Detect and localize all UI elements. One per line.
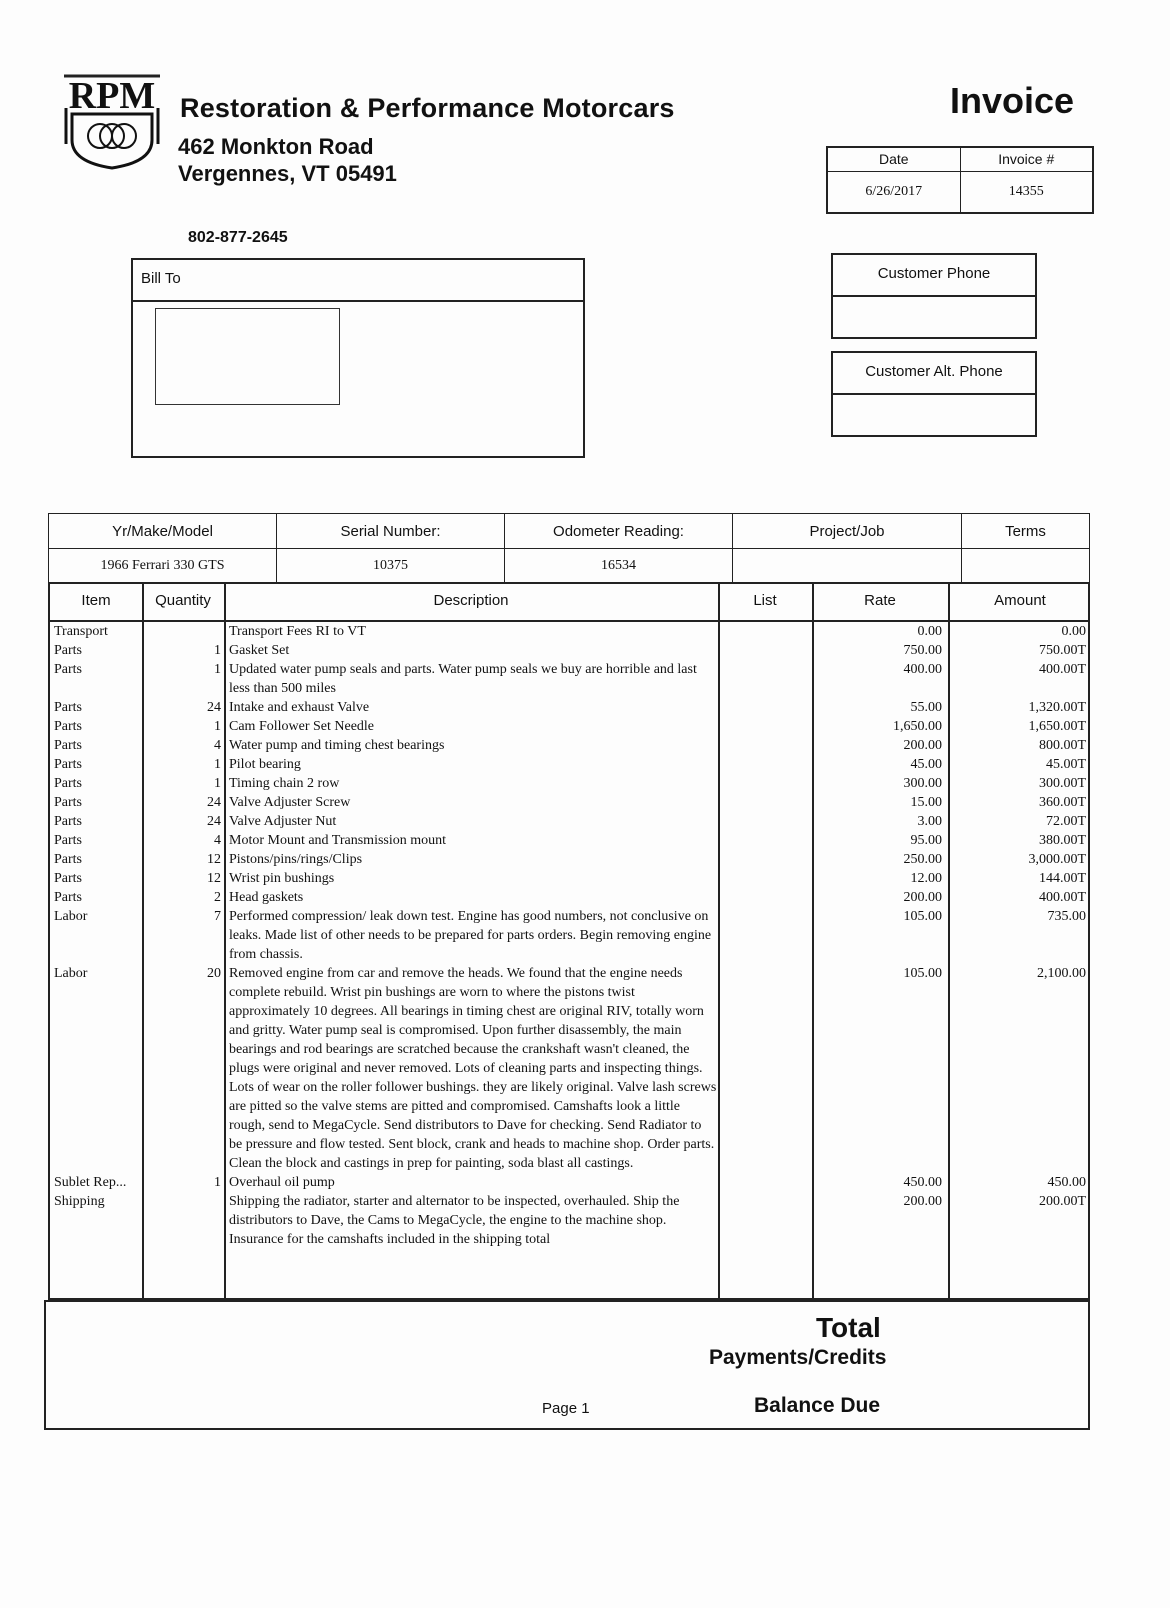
item-quantity: 1 (214, 757, 221, 772)
item-description: Wrist pin bushings (229, 871, 335, 886)
item-amount: 1,320.00T (1028, 700, 1086, 715)
invoice-number: 14355 (960, 171, 1093, 213)
item-type: Labor (54, 909, 88, 924)
customer-phone-label: Customer Phone (833, 255, 1035, 297)
item-type: Parts (54, 719, 82, 734)
table-row (50, 622, 1092, 641)
item-rate: 400.00 (903, 662, 942, 677)
table-row (50, 812, 1092, 831)
item-rate: 95.00 (910, 833, 942, 848)
item-quantity: 1 (214, 719, 221, 734)
item-type: Parts (54, 757, 82, 772)
date-invoice-table (826, 146, 1094, 214)
item-quantity: 1 (214, 1175, 221, 1190)
item-description: Valve Adjuster Nut (229, 814, 337, 829)
item-amount: 360.00T (1038, 795, 1086, 810)
vehicle-odometer: 16534 (505, 549, 733, 584)
column-header-item: Item (81, 592, 111, 609)
vehicle-serial: 10375 (277, 549, 505, 584)
item-quantity: 1 (214, 662, 221, 677)
item-rate: 200.00 (903, 890, 942, 905)
table-row (50, 736, 1092, 755)
item-description: Overhaul oil pump (229, 1175, 335, 1190)
customer-phone-value (833, 297, 1035, 337)
table-row (50, 831, 1092, 850)
item-rate: 12.00 (910, 871, 942, 886)
table-row (50, 1192, 1092, 1249)
table-row (50, 1173, 1092, 1192)
item-quantity: 1 (214, 643, 221, 658)
item-description: Pistons/pins/rings/Clips (229, 852, 363, 867)
item-description: Gasket Set (229, 643, 290, 658)
item-type: Parts (54, 871, 82, 886)
item-description: Timing chain 2 row (229, 776, 340, 791)
table-row (50, 850, 1092, 869)
item-type: Parts (54, 738, 82, 753)
vehicle-header-model: Yr/Make/Model (49, 514, 277, 549)
item-quantity (142, 1192, 224, 1249)
document-title: Invoice (950, 80, 1075, 121)
item-type: Labor (54, 966, 88, 981)
vehicle-header-odometer: Odometer Reading: (505, 514, 733, 549)
item-type: Parts (54, 662, 82, 677)
table-row (50, 641, 1092, 660)
items-table (48, 582, 1090, 1300)
payments-credits-label: Payments/Credits (709, 1346, 887, 1369)
table-row (50, 660, 1092, 698)
table-row (50, 964, 1092, 1173)
item-rate: 250.00 (903, 852, 942, 867)
item-quantity: 1 (214, 776, 221, 791)
bill-to-label: Bill To (133, 260, 583, 302)
item-description: Head gaskets (229, 890, 304, 905)
invoice-date: 6/26/2017 (827, 171, 960, 213)
item-rate: 105.00 (903, 966, 942, 981)
date-label: Date (827, 147, 960, 171)
table-row (50, 869, 1092, 888)
item-quantity: 4 (214, 738, 221, 753)
bill-to-box (131, 258, 585, 458)
column-header-amount: Amount (994, 592, 1046, 609)
item-amount: 200.00T (1038, 1194, 1086, 1209)
item-quantity: 24 (207, 795, 221, 810)
item-quantity: 24 (207, 700, 221, 715)
item-amount: 45.00T (1045, 757, 1086, 772)
item-rate: 200.00 (903, 738, 942, 753)
address-line-1: 462 Monkton Road (178, 134, 374, 159)
table-row (50, 907, 1092, 964)
item-type: Parts (54, 700, 82, 715)
item-amount: 3,000.00T (1028, 852, 1086, 867)
customer-alt-phone-label: Customer Alt. Phone (833, 353, 1035, 395)
item-rate: 105.00 (903, 909, 942, 924)
item-quantity: 7 (214, 909, 221, 924)
item-type: Parts (54, 814, 82, 829)
item-rate: 1,650.00 (893, 719, 942, 734)
table-row (50, 698, 1092, 717)
bill-to-address-area (155, 308, 340, 405)
item-type: Sublet Rep... (54, 1175, 127, 1190)
item-rate: 450.00 (903, 1175, 942, 1190)
item-amount: 144.00T (1038, 871, 1086, 886)
item-type: Shipping (54, 1194, 105, 1209)
item-description: Removed engine from car and remove the heads. We found that the engine needs complete rebuild. Wrist pin bushings are worn to where the pistons twist approximately 10 degrees. All bearings in timing chest are original RIV, totally worn and gritty. Water pump seal is compromised. Upon further disassembly, the main bearings and rod bearings are scratched because the crankshaft wasn't cleaned, the plugs were original and never removed. Lots of cleaning parts and inspecting things. Lots of wear on the roller follower bushings. they are likely original. Valve lash screws are pitted so the valve stems are pitted and compromised. Camshafts look a little rough, send to MegaCycle. Send distributors to Dave for checking. Send Radiator to be pressure and flow tested. Sent block, crank and heads to machine shop. Order parts. Clean the block and castings in prep for painting, soda blast all castings. (229, 966, 717, 1171)
item-description: Intake and exhaust Valve (229, 700, 370, 715)
item-amount: 380.00T (1038, 833, 1086, 848)
vehicle-header-terms: Terms (962, 514, 1090, 549)
customer-alt-phone-box (831, 351, 1037, 437)
item-amount: 450.00 (1047, 1175, 1086, 1190)
item-rate: 15.00 (910, 795, 942, 810)
logo-text: RPM (68, 75, 156, 117)
item-type: Parts (54, 852, 82, 867)
vehicle-project (733, 549, 962, 584)
column-header-quantity: Quantity (155, 592, 211, 609)
item-rate: 55.00 (910, 700, 942, 715)
item-rate: 3.00 (917, 814, 942, 829)
vehicle-model: 1966 Ferrari 330 GTS (49, 549, 277, 584)
item-description: Water pump and timing chest bearings (229, 738, 445, 753)
total-label: Total (816, 1312, 881, 1343)
balance-due-label: Balance Due (754, 1394, 881, 1417)
item-rate: 0.00 (917, 624, 942, 639)
item-quantity: 12 (207, 871, 221, 886)
customer-phone-box (831, 253, 1037, 339)
vehicle-terms (962, 549, 1090, 584)
customer-alt-phone-value (833, 395, 1035, 435)
item-quantity: 4 (214, 833, 221, 848)
item-description: Performed compression/ leak down test. Engine has good numbers, not conclusive on leaks. Made list of other needs to be prepared for parts orders. Begin removing engine from chassis. (229, 909, 712, 962)
column-header-rate: Rate (864, 592, 896, 609)
table-row (50, 717, 1092, 736)
item-description: Motor Mount and Transmission mount (229, 833, 447, 848)
company-phone: 802-877-2645 (188, 229, 288, 246)
item-amount: 735.00 (1047, 909, 1086, 924)
item-quantity: 24 (207, 814, 221, 829)
item-rate: 300.00 (903, 776, 942, 791)
item-rate: 750.00 (903, 643, 942, 658)
item-description: Shipping the radiator, starter and alternator to be inspected, overhauled. Ship the distributors to Dave, the Cams to MegaCycle, the engine to the machine shop. Insurance for the camshafts included in the shipping total (229, 1194, 680, 1247)
item-amount: 0.00 (1061, 624, 1086, 639)
company-name: Restoration & Performance Motorcars (180, 93, 675, 123)
column-header-description: Description (433, 592, 509, 609)
item-description: Valve Adjuster Screw (229, 795, 351, 810)
item-quantity: 20 (207, 966, 221, 981)
company-logo (60, 62, 164, 172)
item-rate: 200.00 (903, 1194, 942, 1209)
item-amount: 72.00T (1045, 814, 1086, 829)
item-quantity (142, 622, 224, 641)
vehicle-header-serial: Serial Number: (277, 514, 505, 549)
item-description: Cam Follower Set Needle (229, 719, 375, 734)
totals-footer (44, 1300, 1090, 1430)
item-amount: 800.00T (1038, 738, 1086, 753)
item-quantity: 2 (214, 890, 221, 905)
item-type: Parts (54, 776, 82, 791)
item-type: Transport (54, 624, 108, 639)
item-type: Parts (54, 643, 82, 658)
table-row (50, 774, 1092, 793)
item-rate: 45.00 (910, 757, 942, 772)
invoice-number-label: Invoice # (960, 147, 1093, 171)
items-body (50, 622, 1092, 1249)
item-amount: 400.00T (1038, 662, 1086, 677)
item-amount: 2,100.00 (1037, 966, 1086, 981)
item-description: Transport Fees RI to VT (229, 624, 366, 639)
column-header-list: List (753, 592, 777, 609)
item-type: Parts (54, 795, 82, 810)
page-number: Page 1 (542, 1400, 590, 1417)
vehicle-header-project: Project/Job (733, 514, 962, 549)
address-line-2: Vergennes, VT 05491 (178, 161, 397, 186)
vehicle-info-table (48, 513, 1090, 584)
item-amount: 1,650.00T (1028, 719, 1086, 734)
item-amount: 750.00T (1038, 643, 1086, 658)
item-type: Parts (54, 890, 82, 905)
item-description: Updated water pump seals and parts. Water pump seals we buy are horrible and last less than 500 miles (229, 662, 697, 696)
table-row (50, 793, 1092, 812)
item-quantity: 12 (207, 852, 221, 867)
item-type: Parts (54, 833, 82, 848)
table-row (50, 755, 1092, 774)
item-amount: 300.00T (1038, 776, 1086, 791)
table-row (50, 888, 1092, 907)
item-amount: 400.00T (1038, 890, 1086, 905)
item-description: Pilot bearing (229, 757, 301, 772)
